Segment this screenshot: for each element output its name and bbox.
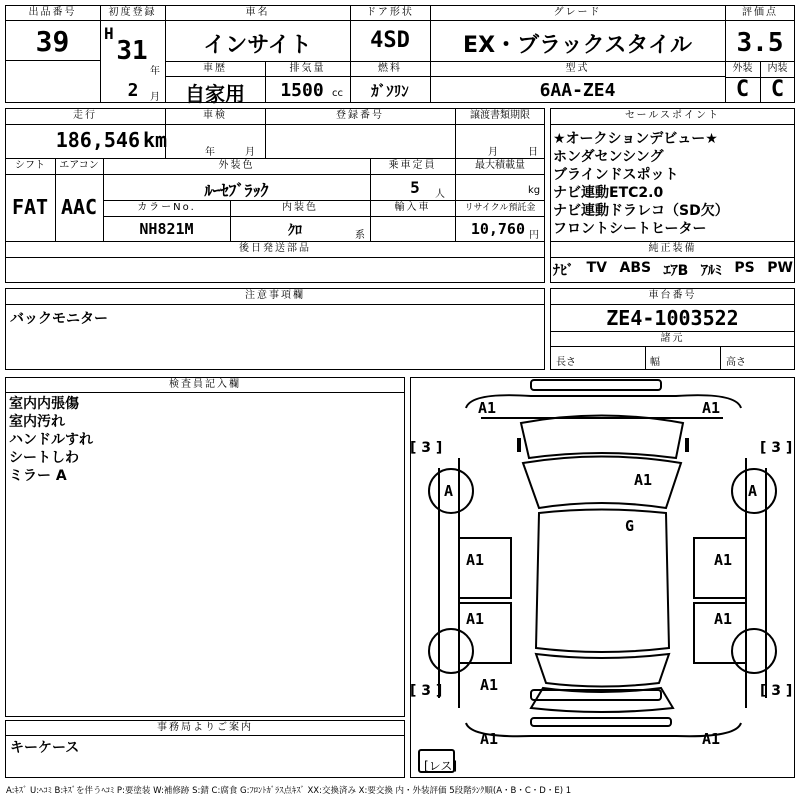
mark-rear-left-corner: A1 (480, 730, 499, 748)
mileage: 186,546 (55, 128, 140, 152)
shift-label: シフト (15, 160, 45, 171)
inspector-note: 室内汚れ (9, 414, 65, 430)
car-diagram (411, 378, 794, 777)
office-text: キーケース (10, 740, 80, 756)
sales-point: ホンダセンシング (553, 149, 664, 165)
notes-text: バックモニター (10, 311, 108, 327)
first-reg-label: 初度登録 (108, 7, 157, 18)
tread-rear-right: [ 3 ] (760, 683, 793, 699)
history-label: 車歴 (203, 63, 227, 74)
model-label: 型式 (565, 63, 590, 74)
grade-label: グレード (553, 7, 602, 18)
recycle-unit: 円 (529, 230, 539, 241)
transfer-month-unit: 月 (488, 147, 498, 158)
fuel: ｶﾞｿﾘﾝ (371, 82, 409, 100)
model: 6AA-ZE4 (539, 80, 616, 101)
equip-abs: ABS (619, 260, 652, 276)
reg-no-label: 登録番号 (336, 110, 384, 121)
car-name: インサイト (203, 33, 312, 58)
score-label: 評価点 (742, 7, 778, 18)
grade: EX・ブラックスタイル (463, 33, 692, 58)
office-label: 事務局よりご案内 (157, 722, 253, 733)
length-label: 長さ (556, 357, 576, 368)
first-reg-month: 2 (127, 80, 139, 101)
import-label: 輸入車 (394, 202, 431, 213)
load-unit: kg (528, 185, 541, 196)
ac-label: エアコン (59, 160, 99, 171)
width-label: 幅 (650, 357, 660, 368)
seats-unit: 人 (435, 189, 445, 200)
tread-rear-left: [ 3 ] (410, 683, 443, 699)
sales-point: ナビ連動ETC2.0 (553, 185, 664, 201)
equip-pw: PW (767, 260, 793, 276)
load-label: 最大積載量 (475, 160, 525, 171)
transfer-day-unit: 日 (528, 147, 538, 158)
interior-grade: C (770, 77, 785, 102)
recycle-label: リサイクル預託金 (464, 203, 536, 213)
later-parts-label: 後日発送部品 (239, 243, 311, 254)
displacement-label: 排気量 (289, 63, 326, 74)
transfer-label: 譲渡書類期限 (470, 110, 530, 121)
equip-airbag: ｴｱB (663, 263, 689, 279)
sales-point: フロントシートヒーター (553, 221, 707, 237)
door-type: 4SD (370, 28, 410, 53)
tread-front-right: [ 3 ] (760, 440, 793, 456)
inspection-label: 車検 (203, 110, 227, 121)
int-color-unit: 系 (355, 230, 365, 241)
interior-label: 内装 (767, 63, 788, 74)
inspector-note: 室内内張傷 (9, 396, 79, 412)
legend: A:ｷｽﾞ U:ﾍｺﾐ B:ｷｽﾞを伴うﾍｺﾐ P:要塗装 W:補修跡 S:錆 C:腐食 G:ﾌﾛﾝﾄｶﾞﾗｽ点ｷｽﾞ XX:交換済み X:要交換 内・外装評価 5段階ﾗﾝｸ順(A・B・C・D・E) 1 (6, 786, 572, 796)
exterior-grade: C (735, 77, 750, 102)
inspector-notes (9, 395, 93, 485)
inspection-year-unit: 年 (205, 147, 215, 158)
sales-points-list (553, 130, 793, 238)
equip-ps: PS (734, 260, 755, 276)
mark-front-right-tire: A (748, 482, 758, 500)
chassis-number: ZE4-1003522 (606, 306, 739, 330)
lot-no: 39 (35, 25, 70, 58)
spare-tire-status: [レス] (424, 759, 458, 773)
shift: FAT (11, 195, 49, 219)
equipment-list (553, 260, 793, 280)
equip-nav: ﾅﾋﾞ (553, 263, 574, 279)
mark-left-rear-door: A1 (466, 610, 485, 628)
mark-front-left-tire: A (444, 482, 454, 500)
chassis-label: 車台番号 (648, 290, 697, 301)
air-conditioner: AAC (60, 195, 98, 219)
inspector-note: ミラー A (9, 468, 67, 484)
inspector-label: 検査員記入欄 (169, 379, 241, 390)
sales-point: ナビ連動ドラレコ（SD欠） (553, 203, 729, 219)
ext-color: ﾙｰｾﾌﾞﾗｯｸ (204, 181, 269, 200)
dims-label: 諸元 (660, 333, 685, 344)
exterior-label: 外装 (732, 63, 753, 74)
cc-unit: cc (332, 88, 343, 99)
mark-left-front-door: A1 (466, 551, 485, 569)
sales-label: セールスポイント (624, 110, 721, 121)
mark-right-rear-door: A1 (714, 610, 733, 628)
mark-front-right-corner: A1 (702, 399, 721, 417)
mark-right-front-door: A1 (714, 551, 733, 569)
first-reg-year: 31 (116, 36, 148, 66)
door-label: ドア形状 (366, 7, 414, 18)
mark-front-left-corner: A1 (478, 399, 497, 417)
notes-label: 注意事項欄 (245, 290, 305, 301)
color-no-label: カラーNo. (137, 202, 196, 213)
equip-tv: TV (586, 260, 607, 276)
mileage-label: 走行 (73, 110, 97, 121)
history: 自家用 (185, 82, 245, 106)
int-color: ｸﾛ (288, 223, 302, 239)
mark-hood: A1 (634, 471, 653, 489)
sales-point: ★オークションデビュー★ (553, 131, 718, 147)
lot-no-label: 出品番号 (28, 7, 77, 18)
inspection-month-unit: 月 (245, 147, 255, 158)
inspector-note: ハンドルすれ (9, 432, 93, 448)
color-no: NH821M (139, 220, 194, 238)
mark-rear-right-corner: A1 (702, 730, 721, 748)
height-label: 高さ (726, 357, 746, 368)
fuel-label: 燃料 (378, 63, 402, 74)
sales-point: ブラインドスポット (553, 167, 679, 183)
tread-front-left: [ 3 ] (410, 440, 443, 456)
equip-alloy: ｱﾙﾐ (700, 263, 722, 279)
score: 3.5 (736, 28, 784, 58)
seats-label: 乗車定員 (388, 160, 437, 171)
recycle-deposit: 10,760 (470, 220, 525, 238)
mileage-unit: km (143, 128, 168, 152)
car-name-label: 車名 (245, 7, 270, 18)
era: H (104, 24, 114, 43)
int-color-label: 内装色 (282, 202, 318, 213)
mark-rear-quarter: A1 (480, 676, 499, 694)
ext-color-label: 外装色 (218, 160, 255, 171)
equip-label: 純正装備 (648, 243, 697, 254)
year-unit: 年 (150, 66, 160, 77)
seats: 5 (410, 178, 420, 197)
month-unit: 月 (150, 92, 160, 103)
displacement: 1500 (280, 80, 324, 101)
mark-roof: G (625, 517, 635, 535)
inspector-note: シートしわ (9, 450, 79, 466)
